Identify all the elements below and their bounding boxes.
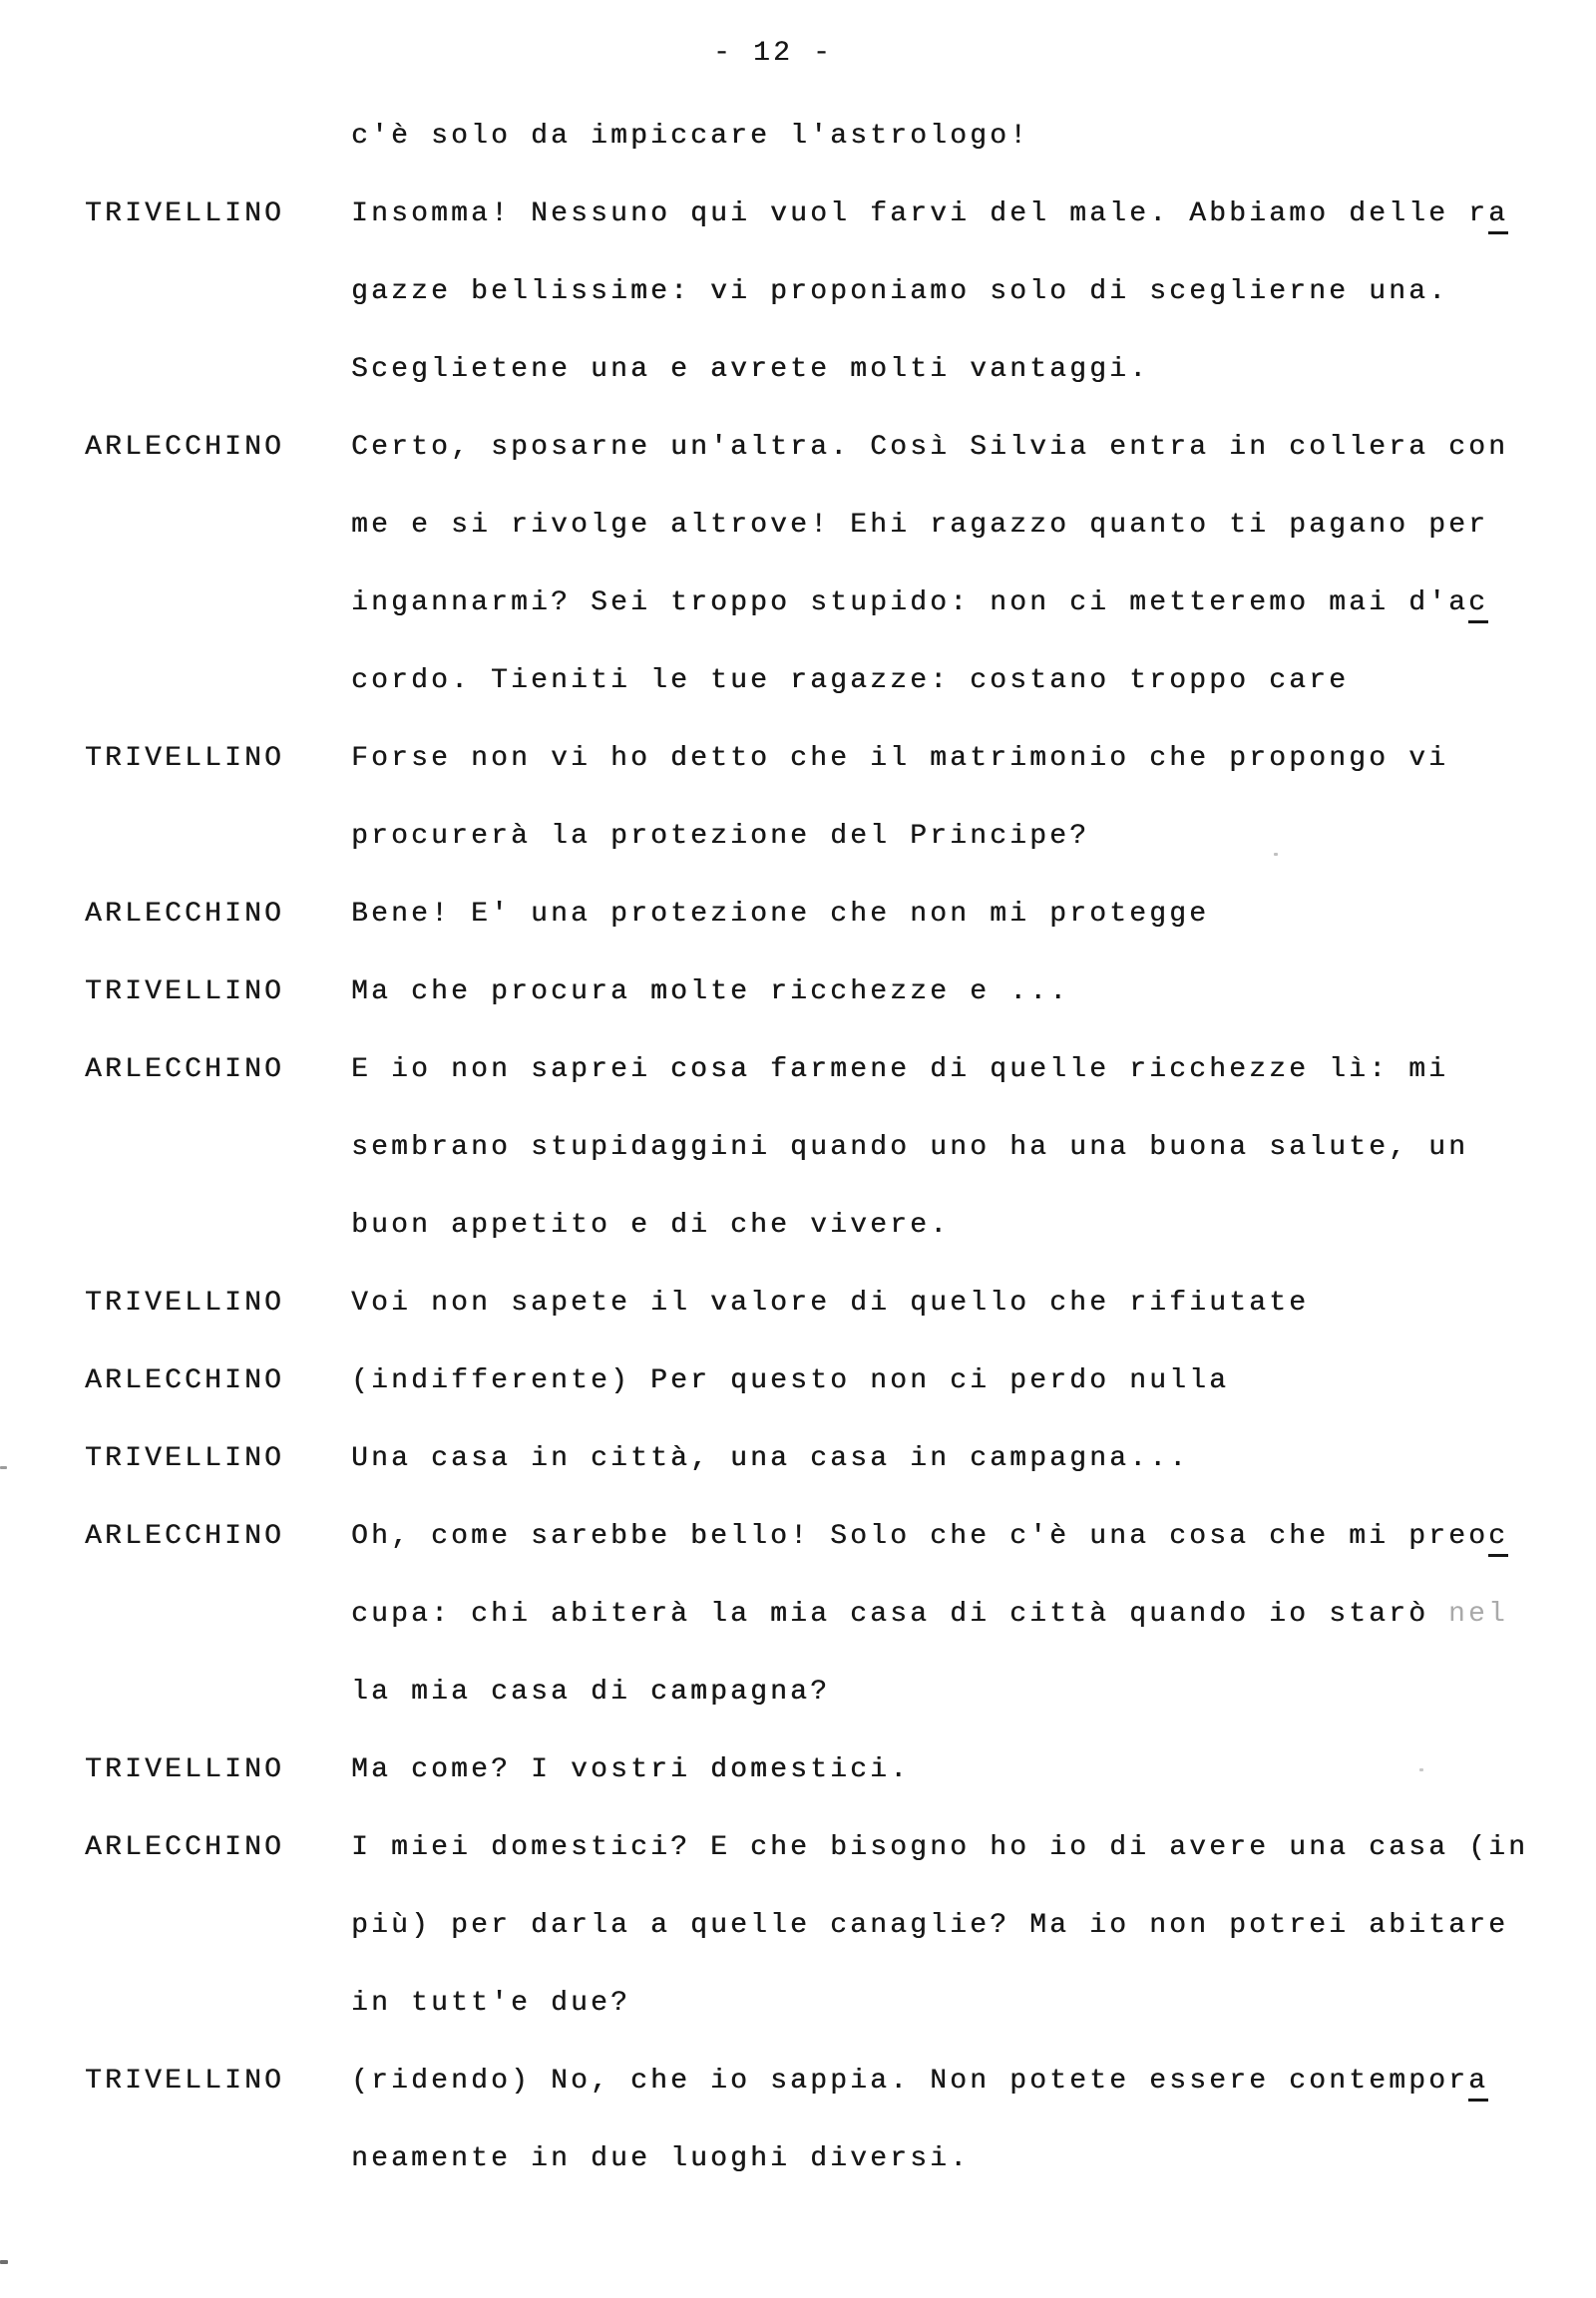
dialogue-text (351, 1131, 1596, 1165)
dialogue-text (351, 1598, 1596, 1632)
dialogue-segment: me e si rivolge altrove! Ehi ragazzo quanto ti pagano per (351, 510, 1489, 542)
speaker-label: TRIVELLINO (85, 1288, 285, 1320)
dialogue-segment: buon appetito e di che vivere. (351, 1210, 951, 1242)
speaker-label: ARLECCHINO (85, 432, 285, 464)
speaker-label: ARLECCHINO (85, 899, 285, 931)
dialogue-segment: neamente in due luoghi diversi. (351, 2143, 971, 2175)
speaker-label: ARLECCHINO (85, 1365, 285, 1397)
speaker-label: TRIVELLINO (85, 2066, 285, 2098)
dialogue-segment-underline: c (1488, 1521, 1508, 1557)
dialogue-segment-underline: a (1488, 198, 1508, 234)
dialogue-text (351, 898, 1596, 932)
dialogue-text (351, 1520, 1596, 1554)
script-line (0, 565, 1596, 642)
dialogue-segment: Ma che procura molte ricchezze e ... (351, 976, 1070, 1008)
scan-speck (0, 1466, 7, 1469)
scan-speck (0, 2260, 8, 2264)
script-line (0, 1420, 1596, 1498)
dialogue-text (351, 586, 1596, 620)
page-number: - 12 - (712, 38, 834, 69)
dialogue-text (351, 431, 1596, 465)
dialogue-segment: Certo, sposarne un'altra. Così Silvia entra in collera con (351, 432, 1509, 464)
script-line (0, 331, 1596, 409)
dialogue-text (351, 975, 1596, 1009)
dialogue-text (351, 353, 1596, 387)
speaker-label: TRIVELLINO (85, 1443, 285, 1475)
dialogue-segment: c'è solo da impiccare l'astrologo! (351, 121, 1030, 153)
script-line (0, 2043, 1596, 2120)
dialogue-text (351, 509, 1596, 543)
speaker-label: TRIVELLINO (85, 743, 285, 775)
dialogue-text (351, 1209, 1596, 1243)
script-line (0, 2120, 1596, 2198)
script-line (0, 1654, 1596, 1731)
dialogue-segment: (indifferente) Per questo non ci perdo nulla (351, 1365, 1230, 1397)
script-line (0, 1498, 1596, 1576)
dialogue-segment: la mia casa di campagna? (351, 1677, 831, 1709)
speaker-label: ARLECCHINO (85, 1832, 285, 1864)
script-line (0, 720, 1596, 798)
script-line (0, 1109, 1596, 1187)
script-line (0, 1887, 1596, 1965)
script-line (0, 487, 1596, 565)
speaker-label: TRIVELLINO (85, 976, 285, 1008)
script-line (0, 1265, 1596, 1342)
dialogue-segment: Forse non vi ho detto che il matrimonio che propongo vi (351, 743, 1449, 775)
dialogue-text (351, 2142, 1596, 2176)
script-line (0, 1809, 1596, 1887)
dialogue-segment: Sceglietene una e avrete molti vantaggi. (351, 354, 1150, 386)
script-line (0, 1731, 1596, 1809)
dialogue-text (351, 1676, 1596, 1710)
script-line (0, 1965, 1596, 2043)
dialogue-text (351, 197, 1596, 231)
dialogue-segment: sembrano stupidaggini quando uno ha una buona salute, un (351, 1132, 1469, 1164)
script-lines (0, 98, 1596, 2198)
dialogue-text (351, 1987, 1596, 2021)
dialogue-segment: I miei domestici? E che bisogno ho io di avere una casa (in (351, 1832, 1529, 1864)
scan-speck (1274, 853, 1278, 856)
script-line (0, 1342, 1596, 1420)
dialogue-text (351, 1909, 1596, 1943)
script-line (0, 1187, 1596, 1265)
dialogue-segment: procurerà la protezione del Principe? (351, 821, 1090, 853)
dialogue-segment: gazze bellissime: vi proponiamo solo di sceglierne una. (351, 276, 1449, 308)
dialogue-segment-underline: a (1468, 2066, 1488, 2102)
dialogue-text (351, 1831, 1596, 1865)
dialogue-text (351, 820, 1596, 854)
dialogue-segment: (ridendo) No, che io sappia. Non potete essere contempor (351, 2066, 1469, 2098)
script-line (0, 954, 1596, 1031)
dialogue-text (351, 1753, 1596, 1787)
script-line (0, 253, 1596, 331)
scan-speck (1419, 1768, 1423, 1771)
script-line (0, 876, 1596, 954)
speaker-label: ARLECCHINO (85, 1054, 285, 1086)
dialogue-segment: E io non saprei cosa farmene di quelle ricchezze lì: mi (351, 1054, 1449, 1086)
script-line (0, 642, 1596, 720)
dialogue-text (351, 275, 1596, 309)
script-line (0, 176, 1596, 253)
dialogue-segment: cupa: chi abiterà la mia casa di città quando io starò (351, 1599, 1449, 1631)
speaker-label: ARLECCHINO (85, 1521, 285, 1553)
dialogue-segment: più) per darla a quelle canaglie? Ma io non potrei abitare (351, 1910, 1509, 1942)
dialogue-text (351, 1053, 1596, 1087)
speaker-label: TRIVELLINO (85, 198, 285, 230)
script-line (0, 1031, 1596, 1109)
dialogue-segment: Una casa in città, una casa in campagna... (351, 1443, 1190, 1475)
dialogue-segment: in tutt'e due? (351, 1988, 631, 2020)
dialogue-text (351, 664, 1596, 698)
dialogue-text (351, 2065, 1596, 2099)
dialogue-text (351, 1364, 1596, 1398)
dialogue-segment-faded: nel (1448, 1599, 1509, 1631)
dialogue-text (351, 742, 1596, 776)
speaker-label: TRIVELLINO (85, 1754, 285, 1786)
dialogue-segment: Voi non sapete il valore di quello che rifiutate (351, 1288, 1310, 1320)
dialogue-segment: Oh, come sarebbe bello! Solo che c'è una cosa che mi preo (351, 1521, 1489, 1553)
script-line (0, 98, 1596, 176)
script-line (0, 409, 1596, 487)
dialogue-text (351, 1442, 1596, 1476)
script-line (0, 798, 1596, 876)
dialogue-segment: cordo. Tieniti le tue ragazze: costano troppo care (351, 665, 1350, 697)
dialogue-segment: ingannarmi? Sei troppo stupido: non ci metteremo mai d'a (351, 587, 1469, 619)
dialogue-text (351, 120, 1596, 154)
dialogue-segment: Bene! E' una protezione che non mi protegge (351, 899, 1210, 931)
dialogue-segment-underline: c (1468, 587, 1488, 623)
dialogue-segment: Insomma! Nessuno qui vuol farvi del male. Abbiamo delle r (351, 198, 1489, 230)
dialogue-segment: Ma come? I vostri domestici. (351, 1754, 911, 1786)
dialogue-text (351, 1287, 1596, 1321)
script-line (0, 1576, 1596, 1654)
